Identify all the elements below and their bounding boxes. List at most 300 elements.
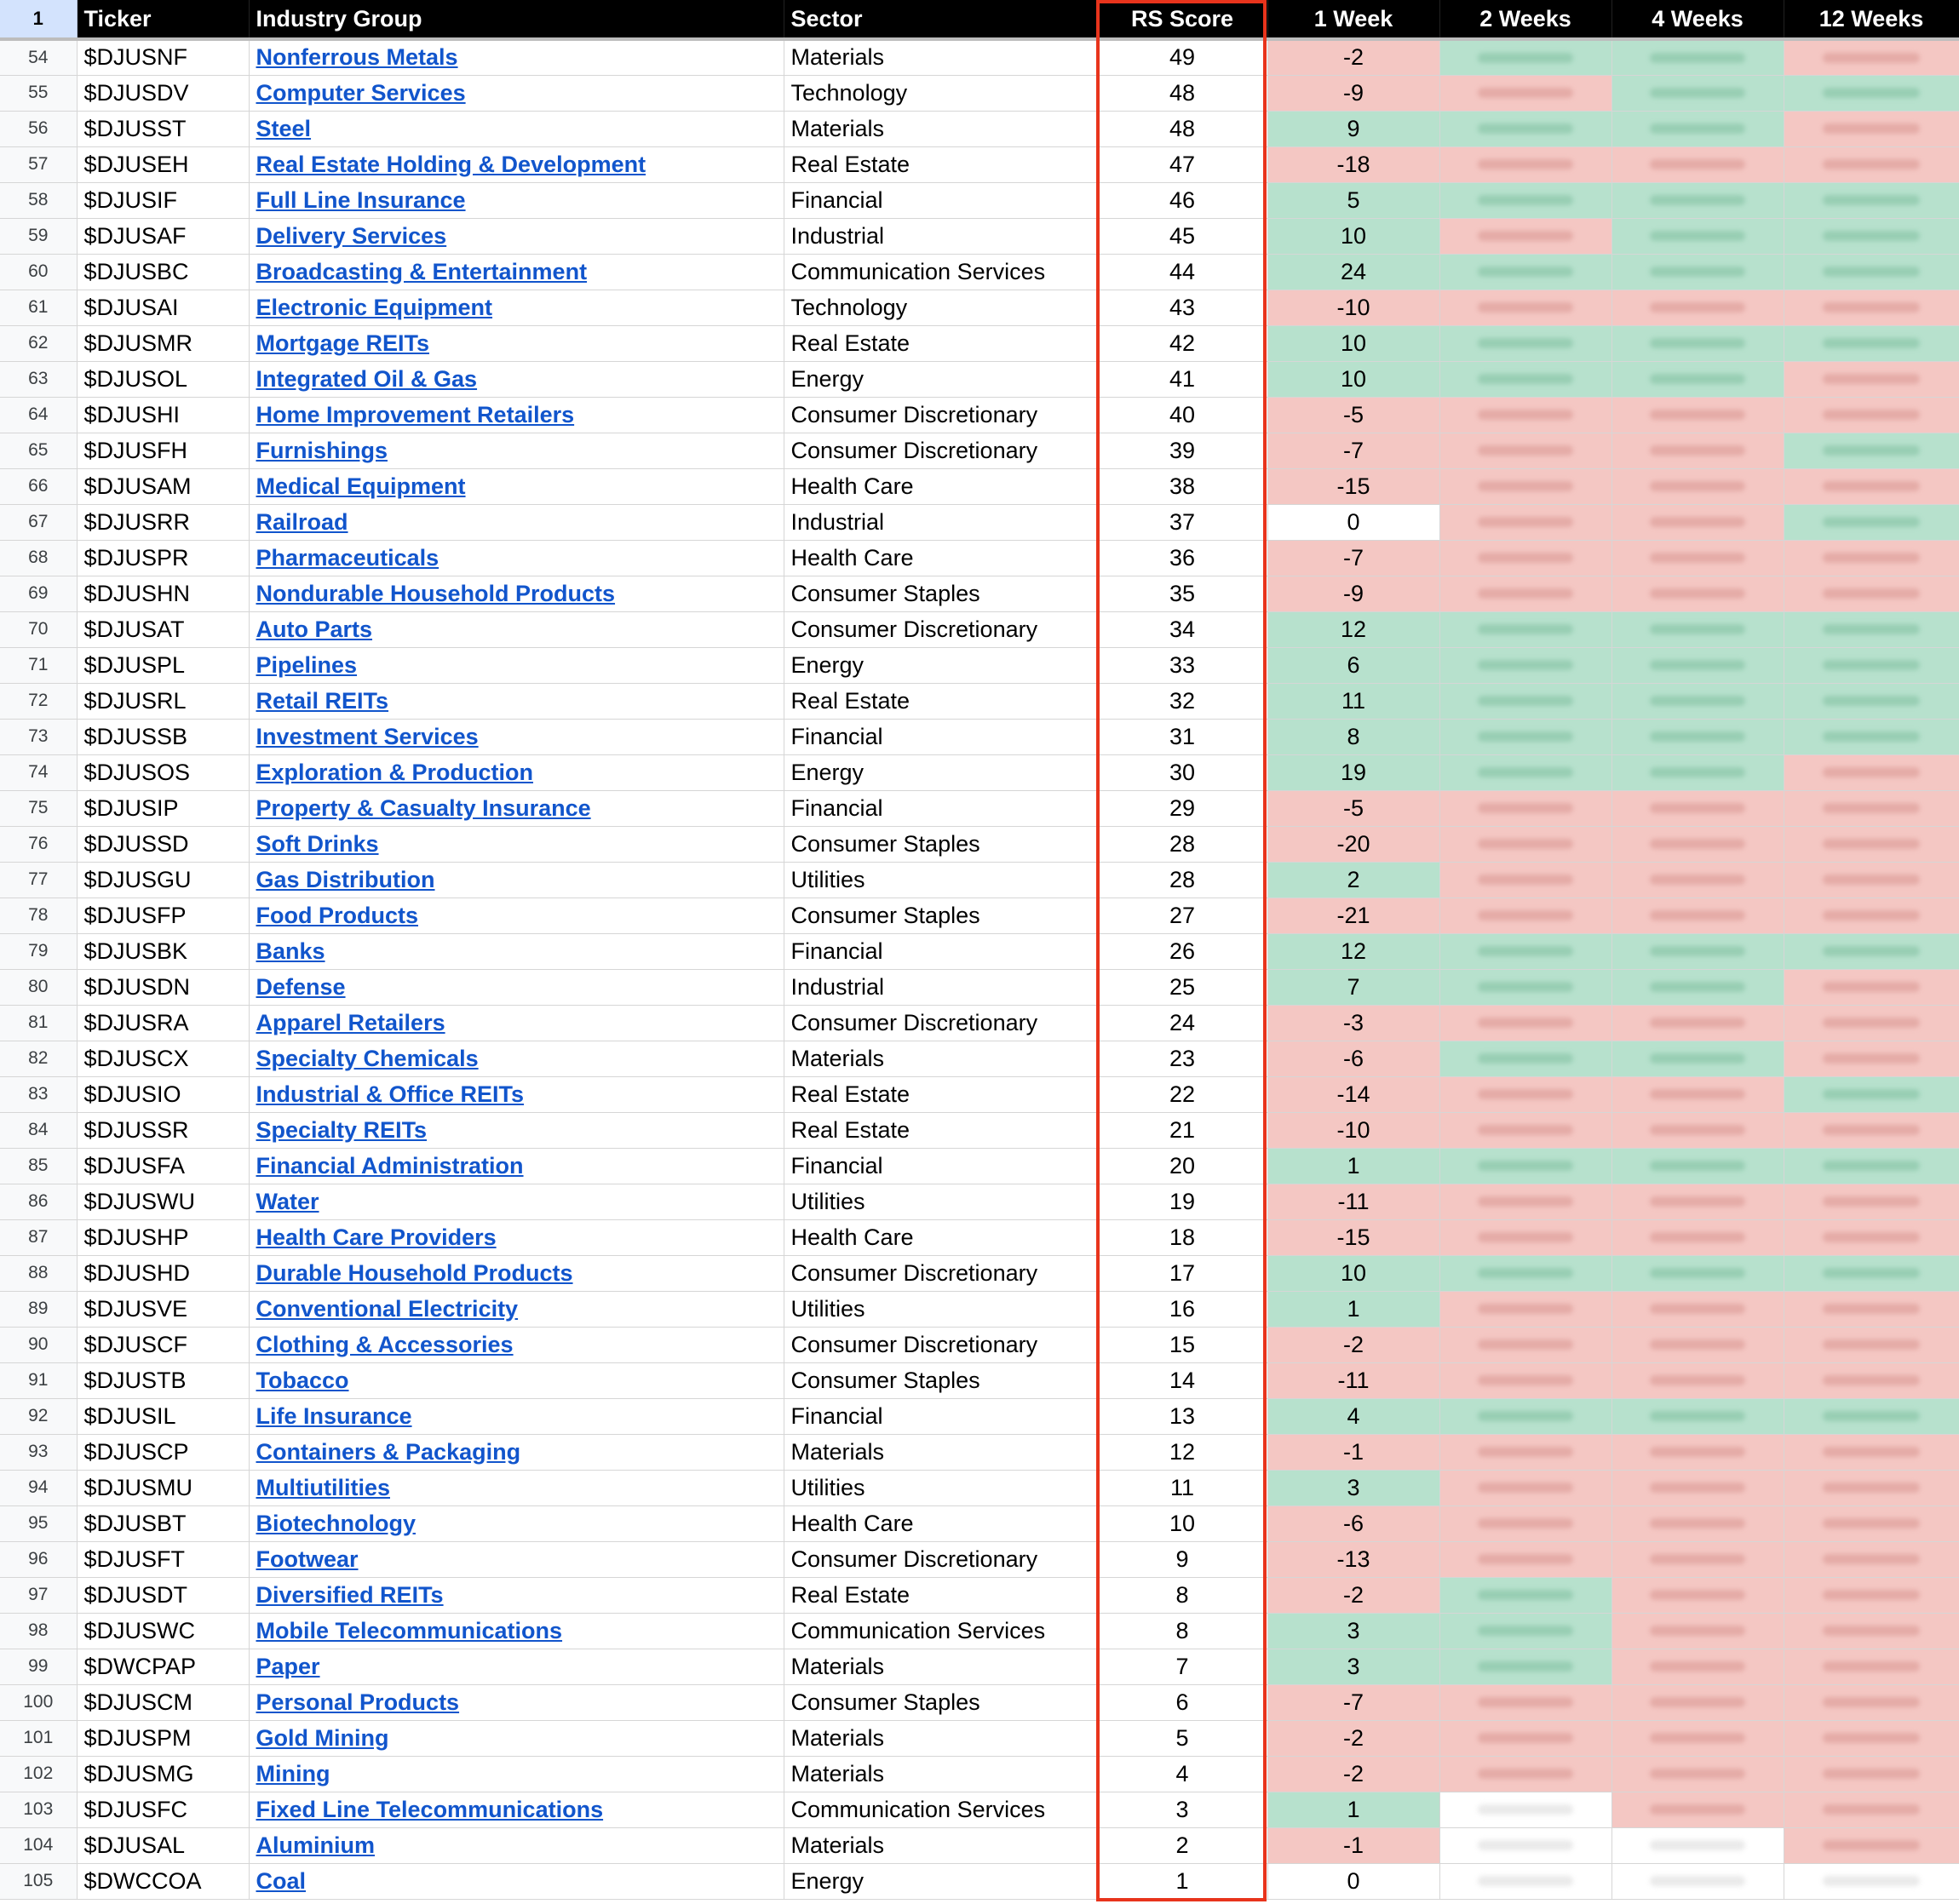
week12-blurred-cell[interactable]	[1784, 218, 1959, 254]
ticker-cell[interactable]: $DJUSWC	[77, 1613, 249, 1649]
ticker-cell[interactable]: $DJUSCX	[77, 1041, 249, 1076]
sector-cell[interactable]: Materials	[784, 1434, 1097, 1470]
week4-blurred-cell[interactable]	[1611, 1005, 1784, 1041]
row-number[interactable]: 89	[0, 1291, 77, 1327]
week4-blurred-cell[interactable]	[1611, 1255, 1784, 1291]
week12-blurred-cell[interactable]	[1784, 182, 1959, 218]
industry-group-link[interactable]: Nonferrous Metals	[256, 44, 458, 71]
row-number[interactable]: 94	[0, 1470, 77, 1505]
ticker-cell[interactable]: $DJUSHI	[77, 397, 249, 433]
rs-score-cell[interactable]: 27	[1097, 898, 1267, 933]
week4-blurred-cell[interactable]	[1611, 1398, 1784, 1434]
week4-blurred-cell[interactable]	[1611, 576, 1784, 611]
ticker-cell[interactable]: $DJUSAI	[77, 290, 249, 325]
week12-blurred-cell[interactable]	[1784, 969, 1959, 1005]
week2-blurred-cell[interactable]	[1439, 576, 1611, 611]
industry-group-link[interactable]: Pipelines	[256, 651, 358, 678]
rs-score-cell[interactable]: 35	[1097, 576, 1267, 611]
sector-cell[interactable]: Consumer Discretionary	[784, 397, 1097, 433]
industry-group-cell[interactable]	[249, 1613, 784, 1649]
sector-cell[interactable]: Materials	[784, 39, 1097, 75]
week2-blurred-cell[interactable]	[1439, 75, 1611, 111]
week1-change-cell[interactable]: 4	[1267, 1398, 1439, 1434]
rs-score-cell[interactable]: 3	[1097, 1792, 1267, 1827]
rs-score-cell[interactable]: 36	[1097, 540, 1267, 576]
week12-blurred-cell[interactable]	[1784, 1398, 1959, 1434]
week1-change-cell[interactable]: 0	[1267, 504, 1439, 540]
week4-blurred-cell[interactable]	[1611, 1577, 1784, 1613]
week12-blurred-cell[interactable]	[1784, 1684, 1959, 1720]
sector-cell[interactable]: Financial	[784, 790, 1097, 826]
week12-blurred-cell[interactable]	[1784, 1005, 1959, 1041]
rs-score-cell[interactable]: 37	[1097, 504, 1267, 540]
week4-blurred-cell[interactable]	[1611, 1076, 1784, 1112]
ticker-cell[interactable]: $DJUSAF	[77, 218, 249, 254]
rs-score-cell[interactable]: 44	[1097, 254, 1267, 290]
rs-score-cell[interactable]: 22	[1097, 1076, 1267, 1112]
week2-blurred-cell[interactable]	[1439, 1184, 1611, 1219]
row-number[interactable]: 66	[0, 468, 77, 504]
week1-change-cell[interactable]: 10	[1267, 325, 1439, 361]
week12-blurred-cell[interactable]	[1784, 1863, 1959, 1899]
week12-blurred-cell[interactable]	[1784, 75, 1959, 111]
industry-group-cell[interactable]	[249, 1219, 784, 1255]
rs-score-cell[interactable]: 9	[1097, 1541, 1267, 1577]
week12-blurred-cell[interactable]	[1784, 647, 1959, 683]
week2-blurred-cell[interactable]	[1439, 39, 1611, 75]
industry-group-cell[interactable]	[249, 1827, 784, 1863]
week2-blurred-cell[interactable]	[1439, 1577, 1611, 1613]
rs-score-cell[interactable]: 28	[1097, 862, 1267, 898]
week2-blurred-cell[interactable]	[1439, 325, 1611, 361]
week2-blurred-cell[interactable]	[1439, 1076, 1611, 1112]
week12-blurred-cell[interactable]	[1784, 1148, 1959, 1184]
industry-group-link[interactable]: Exploration & Production	[256, 759, 534, 785]
industry-group-cell[interactable]	[249, 1863, 784, 1899]
rs-score-cell[interactable]: 38	[1097, 468, 1267, 504]
week2-blurred-cell[interactable]	[1439, 1219, 1611, 1255]
week4-blurred-cell[interactable]	[1611, 1291, 1784, 1327]
week4-blurred-cell[interactable]	[1611, 1219, 1784, 1255]
sector-cell[interactable]: Materials	[784, 1649, 1097, 1684]
sector-cell[interactable]: Consumer Staples	[784, 826, 1097, 862]
week1-change-cell[interactable]: 9	[1267, 111, 1439, 146]
week1-change-cell[interactable]: -14	[1267, 1076, 1439, 1112]
week1-change-cell[interactable]: -6	[1267, 1505, 1439, 1541]
rs-score-cell[interactable]: 43	[1097, 290, 1267, 325]
row-number[interactable]: 81	[0, 1005, 77, 1041]
row-number[interactable]: 84	[0, 1112, 77, 1148]
week4-blurred-cell[interactable]	[1611, 719, 1784, 754]
sector-cell[interactable]: Communication Services	[784, 1613, 1097, 1649]
week12-blurred-cell[interactable]	[1784, 1041, 1959, 1076]
sector-cell[interactable]: Financial	[784, 719, 1097, 754]
industry-group-cell[interactable]	[249, 1255, 784, 1291]
week1-change-cell[interactable]: -6	[1267, 1041, 1439, 1076]
sector-cell[interactable]: Energy	[784, 1863, 1097, 1899]
week1-change-cell[interactable]: -2	[1267, 1577, 1439, 1613]
week2-blurred-cell[interactable]	[1439, 1505, 1611, 1541]
industry-group-link[interactable]: Auto Parts	[256, 616, 373, 642]
sector-cell[interactable]: Technology	[784, 290, 1097, 325]
industry-group-link[interactable]: Clothing & Accessories	[256, 1331, 514, 1357]
row-number[interactable]: 60	[0, 254, 77, 290]
rs-score-cell[interactable]: 11	[1097, 1470, 1267, 1505]
row-number[interactable]: 86	[0, 1184, 77, 1219]
industry-group-link[interactable]: Home Improvement Retailers	[256, 401, 575, 427]
industry-group-cell[interactable]	[249, 325, 784, 361]
rs-score-cell[interactable]: 2	[1097, 1827, 1267, 1863]
row-number[interactable]: 87	[0, 1219, 77, 1255]
rs-score-cell[interactable]: 1	[1097, 1863, 1267, 1899]
week12-blurred-cell[interactable]	[1784, 1076, 1959, 1112]
week1-change-cell[interactable]: 19	[1267, 754, 1439, 790]
week4-blurred-cell[interactable]	[1611, 1720, 1784, 1756]
week12-blurred-cell[interactable]	[1784, 898, 1959, 933]
industry-group-link[interactable]: Furnishings	[256, 437, 388, 463]
row-number[interactable]: 99	[0, 1649, 77, 1684]
industry-group-link[interactable]: Gold Mining	[256, 1724, 389, 1751]
week2-blurred-cell[interactable]	[1439, 504, 1611, 540]
rs-score-cell[interactable]: 32	[1097, 683, 1267, 719]
industry-group-cell[interactable]	[249, 1291, 784, 1327]
sector-cell[interactable]: Consumer Discretionary	[784, 1541, 1097, 1577]
sector-cell[interactable]: Real Estate	[784, 146, 1097, 182]
week12-blurred-cell[interactable]	[1784, 1649, 1959, 1684]
ticker-cell[interactable]: $DJUSRR	[77, 504, 249, 540]
ticker-cell[interactable]: $DJUSAL	[77, 1827, 249, 1863]
industry-group-cell[interactable]	[249, 933, 784, 969]
industry-group-cell[interactable]	[249, 254, 784, 290]
industry-group-link[interactable]: Broadcasting & Entertainment	[256, 258, 588, 284]
week12-blurred-cell[interactable]	[1784, 1505, 1959, 1541]
col-header-sector[interactable]: Sector	[784, 0, 1097, 39]
industry-group-cell[interactable]	[249, 1434, 784, 1470]
rs-score-cell[interactable]: 20	[1097, 1148, 1267, 1184]
industry-group-cell[interactable]	[249, 576, 784, 611]
row-number[interactable]: 73	[0, 719, 77, 754]
week1-change-cell[interactable]: 1	[1267, 1148, 1439, 1184]
sector-cell[interactable]: Technology	[784, 75, 1097, 111]
rs-score-cell[interactable]: 47	[1097, 146, 1267, 182]
industry-group-link[interactable]: Banks	[256, 938, 325, 964]
row-number[interactable]: 67	[0, 504, 77, 540]
week12-blurred-cell[interactable]	[1784, 1577, 1959, 1613]
row-number[interactable]: 58	[0, 182, 77, 218]
row-number[interactable]: 57	[0, 146, 77, 182]
week2-blurred-cell[interactable]	[1439, 468, 1611, 504]
industry-group-link[interactable]: Real Estate Holding & Development	[256, 151, 646, 177]
industry-group-link[interactable]: Health Care Providers	[256, 1224, 497, 1250]
ticker-cell[interactable]: $DJUSFH	[77, 433, 249, 468]
week4-blurred-cell[interactable]	[1611, 683, 1784, 719]
week12-blurred-cell[interactable]	[1784, 290, 1959, 325]
ticker-cell[interactable]: $DJUSRA	[77, 1005, 249, 1041]
week2-blurred-cell[interactable]	[1439, 647, 1611, 683]
ticker-cell[interactable]: $DJUSHD	[77, 1255, 249, 1291]
week1-change-cell[interactable]: -2	[1267, 1756, 1439, 1792]
sector-cell[interactable]: Materials	[784, 1756, 1097, 1792]
ticker-cell[interactable]: $DJUSFA	[77, 1148, 249, 1184]
ticker-cell[interactable]: $DJUSFC	[77, 1792, 249, 1827]
week2-blurred-cell[interactable]	[1439, 754, 1611, 790]
week2-blurred-cell[interactable]	[1439, 969, 1611, 1005]
industry-group-link[interactable]: Aluminium	[256, 1832, 375, 1858]
week4-blurred-cell[interactable]	[1611, 397, 1784, 433]
week1-change-cell[interactable]: -11	[1267, 1184, 1439, 1219]
week1-change-cell[interactable]: 24	[1267, 254, 1439, 290]
industry-group-cell[interactable]	[249, 898, 784, 933]
week12-blurred-cell[interactable]	[1784, 1184, 1959, 1219]
ticker-cell[interactable]: $DJUSMG	[77, 1756, 249, 1792]
ticker-cell[interactable]: $DJUSPR	[77, 540, 249, 576]
industry-group-link[interactable]: Computer Services	[256, 79, 466, 106]
week1-change-cell[interactable]: -3	[1267, 1005, 1439, 1041]
row-number[interactable]: 101	[0, 1720, 77, 1756]
week12-blurred-cell[interactable]	[1784, 611, 1959, 647]
ticker-cell[interactable]: $DJUSBK	[77, 933, 249, 969]
week12-blurred-cell[interactable]	[1784, 468, 1959, 504]
week1-change-cell[interactable]: -1	[1267, 1434, 1439, 1470]
week2-blurred-cell[interactable]	[1439, 1756, 1611, 1792]
week2-blurred-cell[interactable]	[1439, 1827, 1611, 1863]
week1-change-cell[interactable]: 12	[1267, 933, 1439, 969]
ticker-cell[interactable]: $DWCPAP	[77, 1649, 249, 1684]
row-number[interactable]: 104	[0, 1827, 77, 1863]
sector-cell[interactable]: Consumer Staples	[784, 576, 1097, 611]
ticker-cell[interactable]: $DJUSSD	[77, 826, 249, 862]
industry-group-cell[interactable]	[249, 1112, 784, 1148]
row-number[interactable]: 79	[0, 933, 77, 969]
week12-blurred-cell[interactable]	[1784, 1112, 1959, 1148]
week1-change-cell[interactable]: 7	[1267, 969, 1439, 1005]
week1-change-cell[interactable]: -5	[1267, 397, 1439, 433]
week1-change-cell[interactable]: 10	[1267, 218, 1439, 254]
rs-score-cell[interactable]: 8	[1097, 1577, 1267, 1613]
industry-group-cell[interactable]	[249, 1720, 784, 1756]
industry-group-cell[interactable]	[249, 1041, 784, 1076]
row-number[interactable]: 56	[0, 111, 77, 146]
rs-score-cell[interactable]: 34	[1097, 611, 1267, 647]
sector-cell[interactable]: Financial	[784, 1148, 1097, 1184]
week2-blurred-cell[interactable]	[1439, 1613, 1611, 1649]
week2-blurred-cell[interactable]	[1439, 540, 1611, 576]
industry-group-link[interactable]: Property & Casualty Insurance	[256, 794, 591, 821]
week4-blurred-cell[interactable]	[1611, 325, 1784, 361]
week1-change-cell[interactable]: -13	[1267, 1541, 1439, 1577]
sector-cell[interactable]: Consumer Discretionary	[784, 433, 1097, 468]
week2-blurred-cell[interactable]	[1439, 1792, 1611, 1827]
week2-blurred-cell[interactable]	[1439, 1005, 1611, 1041]
ticker-cell[interactable]: $DJUSFT	[77, 1541, 249, 1577]
industry-group-link[interactable]: Electronic Equipment	[256, 294, 493, 320]
sector-cell[interactable]: Financial	[784, 1398, 1097, 1434]
week4-blurred-cell[interactable]	[1611, 218, 1784, 254]
sector-cell[interactable]: Health Care	[784, 1219, 1097, 1255]
ticker-cell[interactable]: $DJUSIL	[77, 1398, 249, 1434]
ticker-cell[interactable]: $DJUSIO	[77, 1076, 249, 1112]
sector-cell[interactable]: Financial	[784, 933, 1097, 969]
week4-blurred-cell[interactable]	[1611, 182, 1784, 218]
week4-blurred-cell[interactable]	[1611, 39, 1784, 75]
week4-blurred-cell[interactable]	[1611, 898, 1784, 933]
industry-group-cell[interactable]	[249, 504, 784, 540]
ticker-cell[interactable]: $DJUSPM	[77, 1720, 249, 1756]
sector-cell[interactable]: Materials	[784, 1827, 1097, 1863]
row-number[interactable]: 64	[0, 397, 77, 433]
ticker-cell[interactable]: $DJUSTB	[77, 1362, 249, 1398]
week1-change-cell[interactable]: -10	[1267, 290, 1439, 325]
ticker-cell[interactable]: $DJUSCF	[77, 1327, 249, 1362]
row-number[interactable]: 96	[0, 1541, 77, 1577]
week1-change-cell[interactable]: 12	[1267, 611, 1439, 647]
week2-blurred-cell[interactable]	[1439, 1327, 1611, 1362]
rs-score-cell[interactable]: 23	[1097, 1041, 1267, 1076]
sector-cell[interactable]: Materials	[784, 1041, 1097, 1076]
rs-score-cell[interactable]: 29	[1097, 790, 1267, 826]
industry-group-link[interactable]: Steel	[256, 115, 312, 141]
industry-group-link[interactable]: Medical Equipment	[256, 473, 466, 499]
row-number[interactable]: 103	[0, 1792, 77, 1827]
rs-score-cell[interactable]: 48	[1097, 111, 1267, 146]
industry-group-cell[interactable]	[249, 1398, 784, 1434]
week4-blurred-cell[interactable]	[1611, 540, 1784, 576]
sector-cell[interactable]: Utilities	[784, 1184, 1097, 1219]
week2-blurred-cell[interactable]	[1439, 361, 1611, 397]
week12-blurred-cell[interactable]	[1784, 1291, 1959, 1327]
sector-cell[interactable]: Utilities	[784, 1470, 1097, 1505]
industry-group-link[interactable]: Fixed Line Telecommunications	[256, 1796, 604, 1822]
ticker-cell[interactable]: $DJUSEH	[77, 146, 249, 182]
week2-blurred-cell[interactable]	[1439, 1863, 1611, 1899]
rs-score-cell[interactable]: 19	[1097, 1184, 1267, 1219]
sector-cell[interactable]: Real Estate	[784, 325, 1097, 361]
week1-change-cell[interactable]: -2	[1267, 1327, 1439, 1362]
week12-blurred-cell[interactable]	[1784, 1327, 1959, 1362]
week1-change-cell[interactable]: -5	[1267, 790, 1439, 826]
industry-group-link[interactable]: Investment Services	[256, 723, 479, 749]
week1-change-cell[interactable]: -20	[1267, 826, 1439, 862]
row-number[interactable]: 54	[0, 39, 77, 75]
week12-blurred-cell[interactable]	[1784, 1362, 1959, 1398]
ticker-cell[interactable]: $DJUSSR	[77, 1112, 249, 1148]
week2-blurred-cell[interactable]	[1439, 1291, 1611, 1327]
row-number[interactable]: 95	[0, 1505, 77, 1541]
week12-blurred-cell[interactable]	[1784, 325, 1959, 361]
week4-blurred-cell[interactable]	[1611, 1649, 1784, 1684]
industry-group-cell[interactable]	[249, 111, 784, 146]
industry-group-link[interactable]: Life Insurance	[256, 1402, 412, 1429]
industry-group-cell[interactable]	[249, 1577, 784, 1613]
col-header-4-weeks[interactable]: 4 Weeks	[1611, 0, 1784, 39]
row-number[interactable]: 97	[0, 1577, 77, 1613]
industry-group-cell[interactable]	[249, 397, 784, 433]
week2-blurred-cell[interactable]	[1439, 790, 1611, 826]
rs-score-cell[interactable]: 49	[1097, 39, 1267, 75]
week1-change-cell[interactable]: 2	[1267, 862, 1439, 898]
industry-group-link[interactable]: Biotechnology	[256, 1510, 416, 1536]
ticker-cell[interactable]: $DJUSMU	[77, 1470, 249, 1505]
week4-blurred-cell[interactable]	[1611, 1148, 1784, 1184]
industry-group-cell[interactable]	[249, 433, 784, 468]
week2-blurred-cell[interactable]	[1439, 933, 1611, 969]
row-number[interactable]: 91	[0, 1362, 77, 1398]
week12-blurred-cell[interactable]	[1784, 683, 1959, 719]
industry-group-link[interactable]: Mortgage REITs	[256, 330, 430, 356]
week4-blurred-cell[interactable]	[1611, 1434, 1784, 1470]
rs-score-cell[interactable]: 15	[1097, 1327, 1267, 1362]
row-number[interactable]: 65	[0, 433, 77, 468]
rs-score-cell[interactable]: 45	[1097, 218, 1267, 254]
industry-group-cell[interactable]	[249, 862, 784, 898]
industry-group-cell[interactable]	[249, 1005, 784, 1041]
week12-blurred-cell[interactable]	[1784, 254, 1959, 290]
rs-score-cell[interactable]: 4	[1097, 1756, 1267, 1792]
week4-blurred-cell[interactable]	[1611, 790, 1784, 826]
industry-group-cell[interactable]	[249, 540, 784, 576]
row-number[interactable]: 102	[0, 1756, 77, 1792]
week1-change-cell[interactable]: -1	[1267, 1827, 1439, 1863]
week2-blurred-cell[interactable]	[1439, 1148, 1611, 1184]
week1-change-cell[interactable]: -15	[1267, 1219, 1439, 1255]
industry-group-cell[interactable]	[249, 468, 784, 504]
week12-blurred-cell[interactable]	[1784, 1613, 1959, 1649]
industry-group-cell[interactable]	[249, 1470, 784, 1505]
col-header-industry-group[interactable]: Industry Group	[249, 0, 784, 39]
industry-group-cell[interactable]	[249, 1327, 784, 1362]
week12-blurred-cell[interactable]	[1784, 790, 1959, 826]
week4-blurred-cell[interactable]	[1611, 1863, 1784, 1899]
week12-blurred-cell[interactable]	[1784, 826, 1959, 862]
industry-group-cell[interactable]	[249, 719, 784, 754]
industry-group-link[interactable]: Multiutilities	[256, 1474, 390, 1500]
week12-blurred-cell[interactable]	[1784, 1720, 1959, 1756]
industry-group-cell[interactable]	[249, 611, 784, 647]
industry-group-link[interactable]: Diversified REITs	[256, 1581, 444, 1608]
week4-blurred-cell[interactable]	[1611, 647, 1784, 683]
ticker-cell[interactable]: $DJUSGU	[77, 862, 249, 898]
rs-score-cell[interactable]: 46	[1097, 182, 1267, 218]
week4-blurred-cell[interactable]	[1611, 1792, 1784, 1827]
week2-blurred-cell[interactable]	[1439, 611, 1611, 647]
week1-change-cell[interactable]: -21	[1267, 898, 1439, 933]
row-number-header[interactable]: 1	[0, 0, 77, 39]
sector-cell[interactable]: Industrial	[784, 218, 1097, 254]
sector-cell[interactable]: Energy	[784, 754, 1097, 790]
rs-score-cell[interactable]: 18	[1097, 1219, 1267, 1255]
industry-group-link[interactable]: Specialty Chemicals	[256, 1045, 479, 1071]
week12-blurred-cell[interactable]	[1784, 862, 1959, 898]
industry-group-cell[interactable]	[249, 1756, 784, 1792]
sector-cell[interactable]: Communication Services	[784, 1792, 1097, 1827]
sector-cell[interactable]: Financial	[784, 182, 1097, 218]
week12-blurred-cell[interactable]	[1784, 1827, 1959, 1863]
week2-blurred-cell[interactable]	[1439, 1362, 1611, 1398]
rs-score-cell[interactable]: 14	[1097, 1362, 1267, 1398]
row-number[interactable]: 78	[0, 898, 77, 933]
ticker-cell[interactable]: $DJUSOS	[77, 754, 249, 790]
ticker-cell[interactable]: $DJUSNF	[77, 39, 249, 75]
row-number[interactable]: 70	[0, 611, 77, 647]
industry-group-cell[interactable]	[249, 1184, 784, 1219]
rs-score-cell[interactable]: 24	[1097, 1005, 1267, 1041]
rs-score-cell[interactable]: 17	[1097, 1255, 1267, 1291]
week4-blurred-cell[interactable]	[1611, 1041, 1784, 1076]
week1-change-cell[interactable]: -7	[1267, 540, 1439, 576]
week4-blurred-cell[interactable]	[1611, 1541, 1784, 1577]
week4-blurred-cell[interactable]	[1611, 611, 1784, 647]
col-header-ticker[interactable]: Ticker	[77, 0, 249, 39]
